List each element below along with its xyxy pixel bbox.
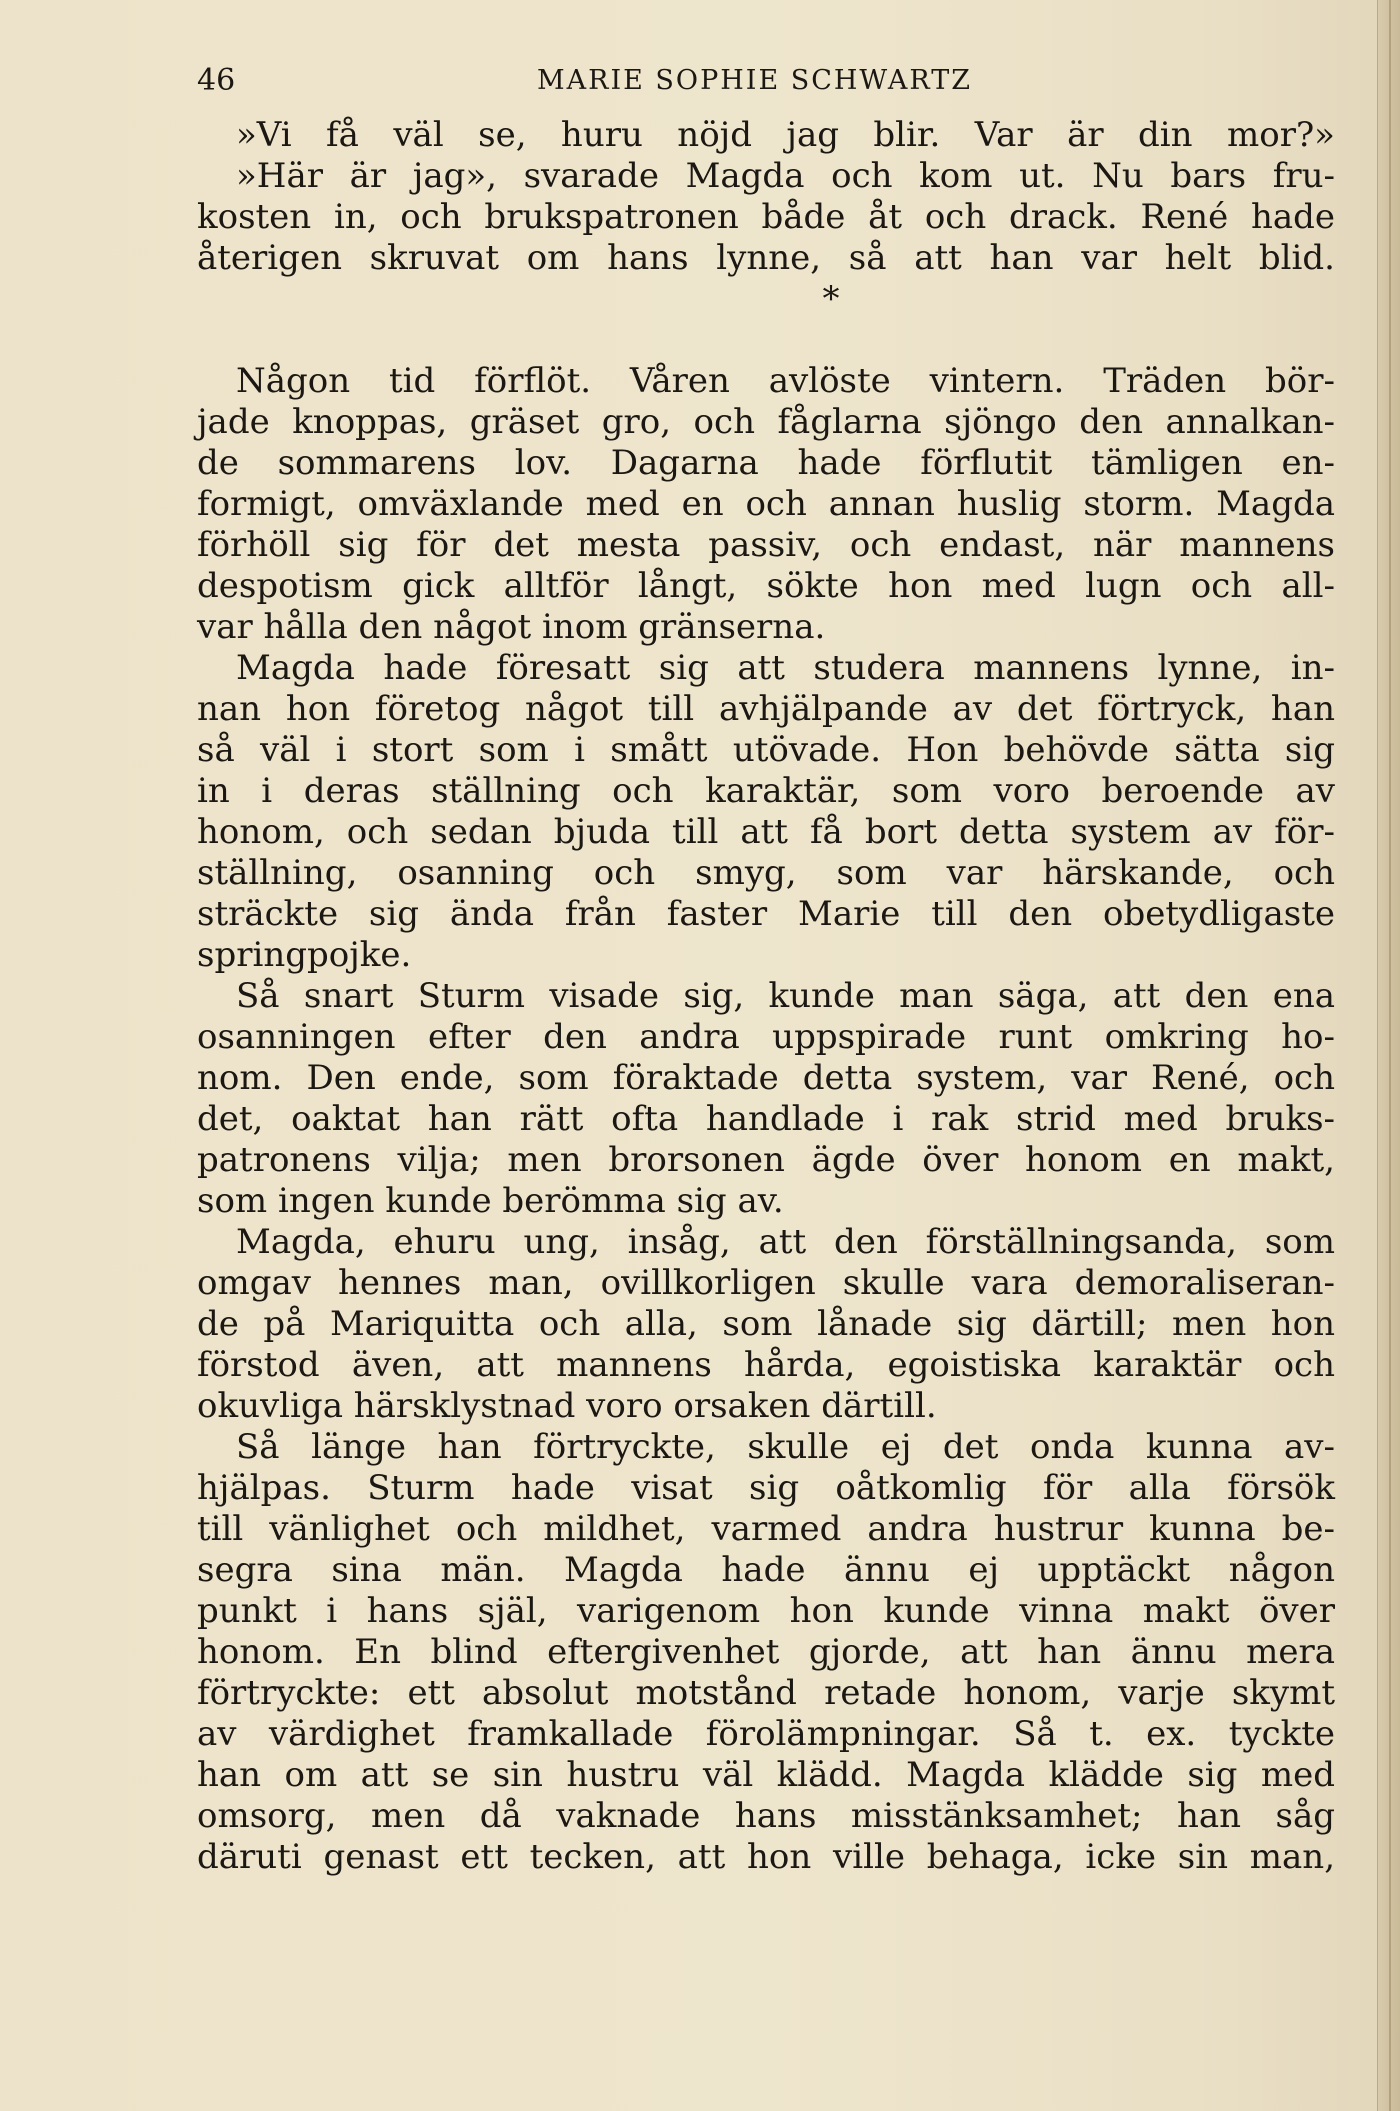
text-line: däruti genast ett tecken, att hon ville behaga, icke sin man, xyxy=(197,1837,1335,1877)
text-line: okuvliga härsklystnad voro orsaken därtill. xyxy=(197,1386,937,1426)
text-line: ställning, osanning och smyg, som var härskande, och xyxy=(197,853,1335,893)
text-line: formigt, omväxlande med en och annan huslig storm. Magda xyxy=(197,484,1335,524)
text-block xyxy=(197,55,1335,1878)
text-line: omsorg, men då vaknade hans misstänksamhet; han såg xyxy=(197,1796,1335,1836)
text-line: det, oaktat han rätt ofta handlade i rak strid med bruks- xyxy=(197,1099,1335,1139)
text-line: återigen skruvat om hans lynne, så att han var helt blid. xyxy=(197,238,1335,278)
text-line: de sommarens lov. Dagarna hade förflutit tämligen en- xyxy=(197,443,1335,483)
running-head xyxy=(197,55,1335,115)
text-line: nan hon företog något till avhjälpande av det förtryck, han xyxy=(197,689,1335,729)
text-line: sträckte sig ända från faster Marie till den obetydligaste xyxy=(197,894,1335,934)
text-line: springpojke. xyxy=(197,935,412,975)
text-line: Magda hade föresatt sig att studera mannens lynne, in- xyxy=(236,648,1335,688)
text-line: honom. En blind eftergivenhet gjorde, att han ännu mera xyxy=(197,1632,1335,1672)
text-line: som ingen kunde berömma sig av. xyxy=(197,1181,784,1221)
page-number: 46 xyxy=(197,63,236,98)
text-line: av värdighet framkallade förolämpningar. Så t. ex. tyckte xyxy=(197,1714,1335,1754)
text-line: till vänlighet och mildhet, varmed andra hustrur kunna be- xyxy=(197,1509,1335,1549)
text-line: osanningen efter den andra uppspirade runt omkring ho- xyxy=(197,1017,1335,1057)
text-line: Så snart Sturm visade sig, kunde man säga, att den ena xyxy=(236,976,1335,1016)
text-line: honom, och sedan bjuda till att få bort detta system av för- xyxy=(197,812,1335,852)
text-line: Magda, ehuru ung, insåg, att den förställningsanda, som xyxy=(236,1222,1335,1262)
text-line: despotism gick alltför långt, sökte hon med lugn och all- xyxy=(197,566,1335,606)
text-line: de på Mariquitta och alla, som lånade sig därtill; men hon xyxy=(197,1304,1335,1344)
section-separator: * xyxy=(822,279,840,319)
text-line: han om att se sin hustru väl klädd. Magda klädde sig med xyxy=(197,1755,1335,1795)
text-line: »Här är jag», svarade Magda och kom ut. Nu bars fru- xyxy=(236,156,1335,196)
text-line: förstod även, att mannens hårda, egoistiska karaktär och xyxy=(197,1345,1335,1385)
text-line: Någon tid förflöt. Våren avlöste vintern. Träden bör- xyxy=(236,361,1335,401)
text-line: patronens vilja; men brorsonen ägde över honom en makt, xyxy=(197,1140,1335,1180)
text-line: nom. Den ende, som föraktade detta system, var René, och xyxy=(197,1058,1335,1098)
running-title: MARIE SOPHIE SCHWARTZ xyxy=(537,65,972,96)
text-line: in i deras ställning och karaktär, som voro beroende av xyxy=(197,771,1335,811)
text-line: hjälpas. Sturm hade visat sig oåtkomlig för alla försök xyxy=(197,1468,1335,1508)
text-line: segra sina män. Magda hade ännu ej upptäckt någon xyxy=(197,1550,1335,1590)
text-line: Så länge han förtryckte, skulle ej det onda kunna av- xyxy=(236,1427,1335,1467)
text-line: omgav hennes man, ovillkorligen skulle vara demoraliseran- xyxy=(197,1263,1335,1303)
text-line: förhöll sig för det mesta passiv, och endast, när mannens xyxy=(197,525,1335,565)
page-edge-line xyxy=(1389,0,1391,2111)
text-line: jade knoppas, gräset gro, och fåglarna sjöngo den annalkan- xyxy=(197,402,1335,442)
text-line: så väl i stort som i smått utövade. Hon behövde sätta sig xyxy=(197,730,1335,770)
text-line: kosten in, och brukspatronen både åt och drack. René hade xyxy=(197,197,1335,237)
text-line: punkt i hans själ, varigenom hon kunde vinna makt över xyxy=(197,1591,1335,1631)
text-line: »Vi få väl se, huru nöjd jag blir. Var är din mor?» xyxy=(236,115,1335,155)
text-line: förtryckte: ett absolut motstånd retade honom, varje skymt xyxy=(197,1673,1335,1713)
text-line: var hålla den något inom gränserna. xyxy=(197,607,826,647)
